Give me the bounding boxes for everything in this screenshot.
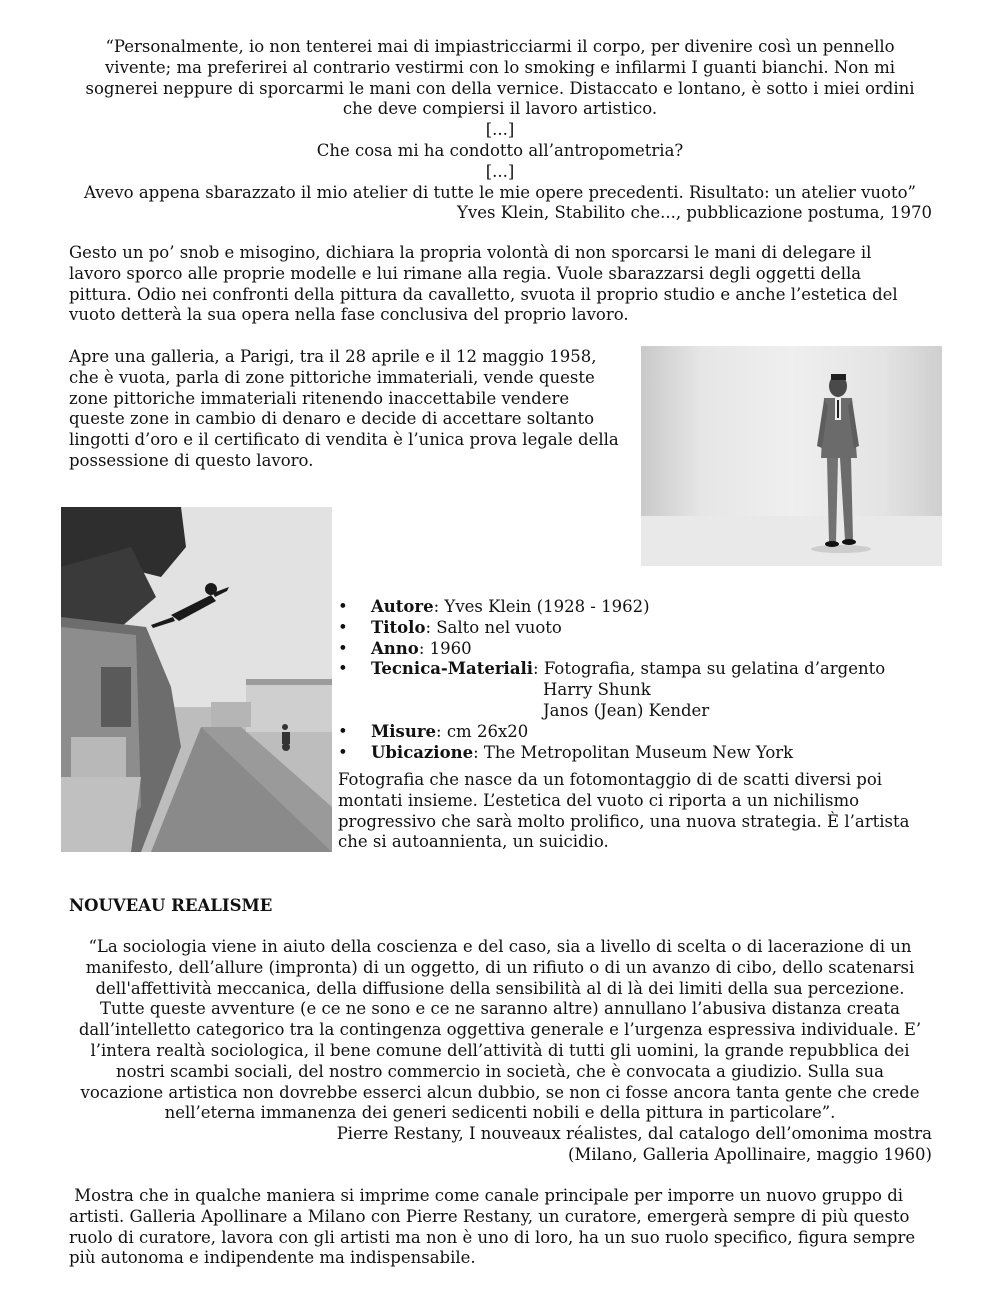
technique-value: : Fotografia, stampa su gelatina d’argento — [533, 659, 886, 679]
quote-line: [...] — [485, 120, 515, 140]
year-label: Anno — [371, 638, 419, 658]
paragraph-line: Gesto un po’ snob e misogino, dichiara la propria volontà di non sporcarsi le mani di delegare il — [69, 243, 872, 262]
bullet: • — [338, 617, 348, 637]
technique-extra-line — [338, 701, 885, 722]
photographer-name: Janos (Jean) Kender — [543, 700, 710, 720]
caption-line: Fotografia che nasce da un fotomontaggio di de scatti diversi poi — [338, 770, 883, 789]
quote-line: che deve compiersi il lavoro artistico. — [342, 99, 658, 119]
location-label: Ubicazione — [371, 742, 474, 762]
size-label: Misure — [371, 721, 437, 741]
paragraph-line: pittura. Odio nei confronti della pittura da cavalletto, svuota il proprio studio e anche l’estetica del — [69, 284, 898, 304]
year-value: : 1960 — [418, 638, 472, 658]
bullet: • — [338, 638, 348, 658]
photo-caption — [338, 770, 909, 853]
paragraph-line: possessione di questo lavoro. — [69, 450, 314, 470]
list-item-year — [338, 639, 885, 660]
quote-attribution: Yves Klein, Stabilito che..., pubblicazione postuma, 1970 — [457, 203, 932, 223]
list-item-size — [338, 722, 885, 743]
title-value: : Salto nel vuoto — [425, 617, 562, 637]
technique-label: Tecnica-Materiali — [371, 659, 534, 679]
list-item-author — [338, 597, 885, 618]
quote-line: sognerei neppure di sporcarmi le mani con della vernice. Distaccato e lontano, è sotto i miei ordini — [85, 78, 915, 98]
title-label: Titolo — [371, 617, 426, 637]
quote-line: Tutte queste avventure (e ce ne sono e ce ne saranno altre) annullano l’abusiva distanza creata — [100, 999, 900, 1019]
quote-line: vocazione artistica non dovrebbe esserci alcun dubbio, se non ci fosse ancora tanta gente che crede — [80, 1082, 920, 1102]
list-item-title — [338, 618, 885, 639]
quote-line: [...] — [485, 161, 515, 181]
quote-klein — [60, 37, 940, 224]
quote-line: vivente; ma preferirei al contrario vestirmi con lo smoking e infilarmi I guanti bianchi. Non mi — [104, 57, 896, 77]
caption-line: montati insieme. L’estetica del vuoto ci riporta a un nichilismo — [338, 790, 860, 810]
photographer-name: Harry Shunk — [543, 680, 651, 700]
author-label: Autore — [371, 597, 434, 616]
quote-line: l’intera realtà sociologica, il bene comune dell’attività di tutti gli uomini, la grande repubblica dei — [90, 1040, 910, 1060]
quote-restany — [60, 937, 940, 1166]
paragraph-line: più autonoma e indipendente ma indispensabile. — [69, 1248, 476, 1268]
paragraph-line: Apre una galleria, a Parigi, tra il 28 aprile e il 12 maggio 1958, — [69, 347, 597, 366]
quote-line: manifesto, dell’allure (impronta) di un oggetto, di un rifiuto o di un avanzo di cibo, dello scatenarsi — [85, 957, 915, 977]
quote-attribution: (Milano, Galleria Apollinaire, maggio 1960) — [568, 1144, 932, 1164]
list-item-location — [338, 743, 885, 764]
technique-extra-line — [338, 680, 885, 701]
paragraph-line: vuoto detterà la sua opera nella fase conclusiva del proprio lavoro. — [69, 305, 629, 325]
quote-line: Che cosa mi ha condotto all’antropometria? — [316, 140, 684, 160]
photo-salto-nel-vuoto — [61, 507, 332, 852]
quote-attribution: Pierre Restany, I nouveaux réalistes, dal catalogo dell’omonima mostra — [336, 1124, 932, 1144]
photo-klein-figure — [641, 346, 942, 566]
photo-klein-empty-gallery — [641, 346, 942, 566]
bullet: • — [338, 721, 348, 741]
paragraph-exhibition — [69, 1186, 915, 1269]
bullet: • — [338, 742, 348, 762]
quote-line: “Personalmente, io non tenterei mai di impiastricciarmi il corpo, per divenire così un pennello — [105, 37, 895, 56]
paragraph-line: lingotti d’oro e il certificato di vendita è l’unica prova legale della — [69, 430, 619, 450]
caption-line: che si autoannienta, un suicidio. — [338, 832, 609, 852]
paragraph-line: Mostra che in qualche maniera si imprime come canale principale per imporre un nuovo gruppo di — [69, 1186, 904, 1205]
quote-line: nell’eterna immanenza dei generi sedicenti nobili e della pittura in particolare”. — [164, 1103, 836, 1123]
paragraph-line: ruolo di curatore, lavora con gli artisti ma non è uno di loro, ha un suo ruolo specifico, figura sempre — [69, 1227, 916, 1247]
paragraph-line: artisti. Galleria Apollinare a Milano con Pierre Restany, un curatore, emergerà sempre di più questo — [69, 1206, 910, 1226]
caption-line: progressivo che sarà molto prolifico, una nuova strategia. È l’artista — [338, 811, 910, 831]
paragraph-line: che è vuota, parla di zone pittoriche immateriali, vende queste — [69, 367, 595, 387]
list-item-technique — [338, 659, 885, 680]
quote-line: dell'affettività meccanica, della diffusione della sensibilità al di là dei limiti della sua percezione. — [95, 978, 905, 998]
paragraph-gallery — [69, 347, 619, 472]
photo-leap-scene — [61, 507, 332, 852]
quote-line: dall’intelletto categorico tra la contingenza oggettiva generale e l’urgenza espressiva individuale. E’ — [78, 1020, 922, 1040]
artwork-details-list — [338, 597, 885, 763]
paragraph-line: zone pittoriche immateriali ritenendo inaccettabile vendere — [69, 388, 570, 408]
author-value: : Yves Klein (1928 - 1962) — [433, 597, 650, 616]
paragraph-line: queste zone in cambio di denaro e decide di accettare soltanto — [69, 409, 595, 429]
location-value: : The Metropolitan Museum New York — [473, 742, 794, 762]
section-heading: NOUVEAU REALISME — [69, 896, 273, 915]
paragraph-gesture — [69, 243, 898, 326]
size-value: : cm 26x20 — [436, 721, 529, 741]
quote-line: nostri scambi sociali, del nostro commercio in società, che è convocata a giudizio. Sulla sua — [115, 1061, 885, 1081]
quote-line: “La sociologia viene in aiuto della coscienza e del caso, sia a livello di scelta o di lacerazione di un — [88, 937, 912, 956]
bullet: • — [338, 659, 348, 679]
paragraph-line: lavoro sporco alle proprie modelle e lui rimane alla regia. Vuole sbarazzarsi degli oggetti della — [69, 263, 862, 283]
quote-line: Avevo appena sbarazzato il mio atelier di tutte le mie opere precedenti. Risultato: un atelier vuoto” — [83, 182, 916, 202]
bullet: • — [338, 597, 348, 616]
